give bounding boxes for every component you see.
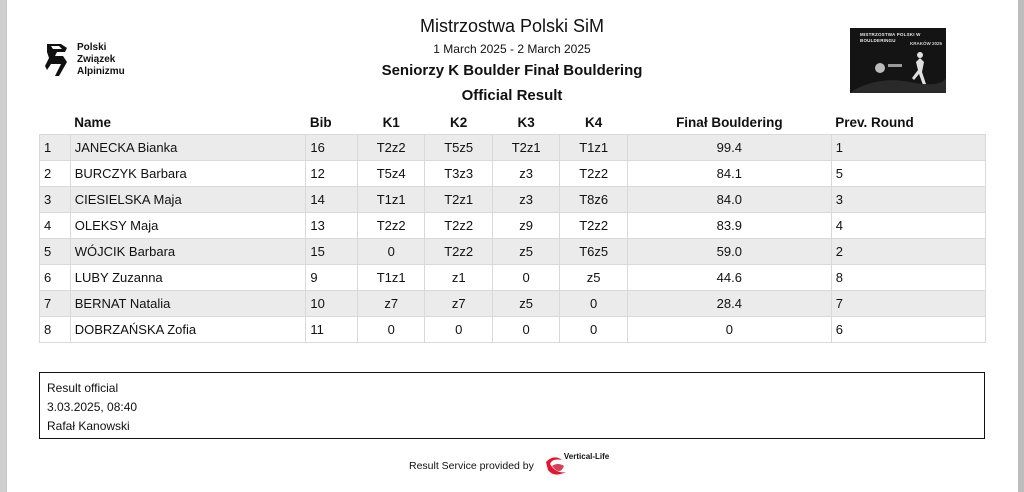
col-k3-header: K3 (517, 114, 535, 130)
cell-prev-round: 7 (831, 291, 985, 317)
cell-name: DOBRZAŃSKA Zofia (70, 317, 306, 343)
pza-logo-line-1: Polski (77, 42, 107, 53)
cell-k1: T5z4 (357, 161, 424, 187)
table-row (40, 161, 986, 187)
table-row (40, 187, 986, 213)
cell-name: JANECKA Bianka (70, 135, 306, 161)
event-dates: 1 March 2025 - 2 March 2025 (433, 42, 591, 56)
cell-k1: T1z1 (357, 265, 424, 291)
cell-final-score: 0 (627, 317, 831, 343)
cell-final-score: 99.4 (627, 135, 831, 161)
cell-k4: T2z2 (560, 213, 627, 239)
result-info-box (39, 372, 985, 439)
col-name-header: Name (74, 114, 112, 130)
pza-logo-icon (43, 42, 73, 78)
cell-k3: z5 (492, 239, 559, 265)
cell-prev-round: 5 (831, 161, 985, 187)
window-frame-right (1018, 0, 1024, 492)
col-k1-header: K1 (382, 114, 400, 130)
cell-bib: 11 (306, 317, 358, 343)
cell-k4: 0 (560, 291, 627, 317)
cell-final-score: 28.4 (627, 291, 831, 317)
cell-rank: 1 (40, 135, 71, 161)
cell-prev-round: 2 (831, 239, 985, 265)
table-row (40, 239, 986, 265)
cell-k4: T6z5 (560, 239, 627, 265)
result-status: Result official (47, 381, 119, 395)
cell-k3: z3 (492, 187, 559, 213)
cell-bib: 13 (306, 213, 358, 239)
service-label: Result Service provided by (409, 460, 534, 472)
cell-k2: T3z3 (425, 161, 492, 187)
cell-prev-round: 4 (831, 213, 985, 239)
table-row (40, 135, 986, 161)
cell-name: BERNAT Natalia (70, 291, 306, 317)
cell-k2: T2z1 (425, 187, 492, 213)
table-row (40, 291, 986, 317)
cell-k3: z9 (492, 213, 559, 239)
cell-k3: 0 (492, 265, 559, 291)
cell-prev-round: 1 (831, 135, 985, 161)
results-header-row (40, 110, 986, 135)
event-logo-title: MISTRZOSTWA POLSKI W BOULDERINGU (860, 32, 921, 43)
vertical-life-logo[interactable] (542, 452, 614, 480)
table-row (40, 213, 986, 239)
cell-k4: z5 (560, 265, 627, 291)
cell-final-score: 83.9 (627, 213, 831, 239)
event-logo (850, 28, 946, 93)
cell-k4: T1z1 (560, 135, 627, 161)
cell-k3: T2z1 (492, 135, 559, 161)
cell-k3: 0 (492, 317, 559, 343)
cell-k2: z7 (425, 291, 492, 317)
result-type: Official Result (461, 87, 563, 104)
cell-prev-round: 8 (831, 265, 985, 291)
cell-k2: z1 (425, 265, 492, 291)
cell-final-score: 59.0 (627, 239, 831, 265)
cell-bib: 10 (306, 291, 358, 317)
document-page (6, 0, 1020, 492)
cell-bib: 12 (306, 161, 358, 187)
cell-k1: T2z2 (357, 213, 424, 239)
col-rank-header (40, 110, 71, 135)
cell-name: LUBY Zuzanna (70, 265, 306, 291)
cell-name: WÓJCIK Barbara (70, 239, 306, 265)
result-datetime: 3.03.2025, 08:40 (47, 400, 138, 414)
cell-final-score: 84.0 (627, 187, 831, 213)
cell-prev-round: 3 (831, 187, 985, 213)
result-official: Rafał Kanowski (47, 419, 130, 433)
cell-name: OLEKSY Maja (70, 213, 306, 239)
cell-k4: T8z6 (560, 187, 627, 213)
cell-rank: 7 (40, 291, 71, 317)
cell-rank: 6 (40, 265, 71, 291)
result-service-credit (409, 452, 614, 480)
cell-k2: T2z2 (425, 239, 492, 265)
climber-photo-icon (850, 28, 946, 93)
cell-rank: 3 (40, 187, 71, 213)
cell-rank: 4 (40, 213, 71, 239)
competition-name: Seniorzy K Boulder Finał Bouldering (381, 62, 643, 79)
pza-logo (43, 38, 125, 82)
cell-k1: z7 (357, 291, 424, 317)
cell-k1: T2z2 (357, 135, 424, 161)
cell-rank: 2 (40, 161, 71, 187)
cell-k4: 0 (560, 317, 627, 343)
cell-k3: z5 (492, 291, 559, 317)
cell-k3: z3 (492, 161, 559, 187)
col-prev-round-header: Prev. Round (835, 114, 914, 130)
event-logo-subtitle: KRAKÓW 2025 (910, 41, 943, 46)
cell-k2: T2z2 (425, 213, 492, 239)
cell-k2: 0 (425, 317, 492, 343)
pza-logo-line-3: Alpinizmu (77, 66, 125, 77)
col-final-header: Finał Bouldering (676, 114, 783, 130)
results-table (39, 110, 986, 343)
cell-k4: T2z2 (560, 161, 627, 187)
cell-name: CIESIELSKA Maja (70, 187, 306, 213)
table-row (40, 265, 986, 291)
col-bib-header: Bib (309, 114, 332, 130)
vertical-life-brand: Vertical-Life (563, 452, 610, 461)
cell-k2: T5z5 (425, 135, 492, 161)
report-header (307, 14, 717, 106)
results-body (40, 135, 986, 343)
cell-bib: 15 (306, 239, 358, 265)
cell-k1: 0 (357, 239, 424, 265)
cell-final-score: 44.6 (627, 265, 831, 291)
cell-rank: 5 (40, 239, 71, 265)
cell-bib: 14 (306, 187, 358, 213)
col-k2-header: K2 (450, 114, 468, 130)
pza-logo-line-2: Związek (77, 54, 116, 65)
col-k4-header: K4 (585, 114, 603, 130)
cell-k1: T1z1 (357, 187, 424, 213)
cell-prev-round: 6 (831, 317, 985, 343)
cell-bib: 9 (306, 265, 358, 291)
event-title: Mistrzostwa Polski SiM (419, 16, 605, 36)
cell-bib: 16 (306, 135, 358, 161)
table-row (40, 317, 986, 343)
cell-name: BURCZYK Barbara (70, 161, 306, 187)
cell-k1: 0 (357, 317, 424, 343)
cell-final-score: 84.1 (627, 161, 831, 187)
cell-rank: 8 (40, 317, 71, 343)
